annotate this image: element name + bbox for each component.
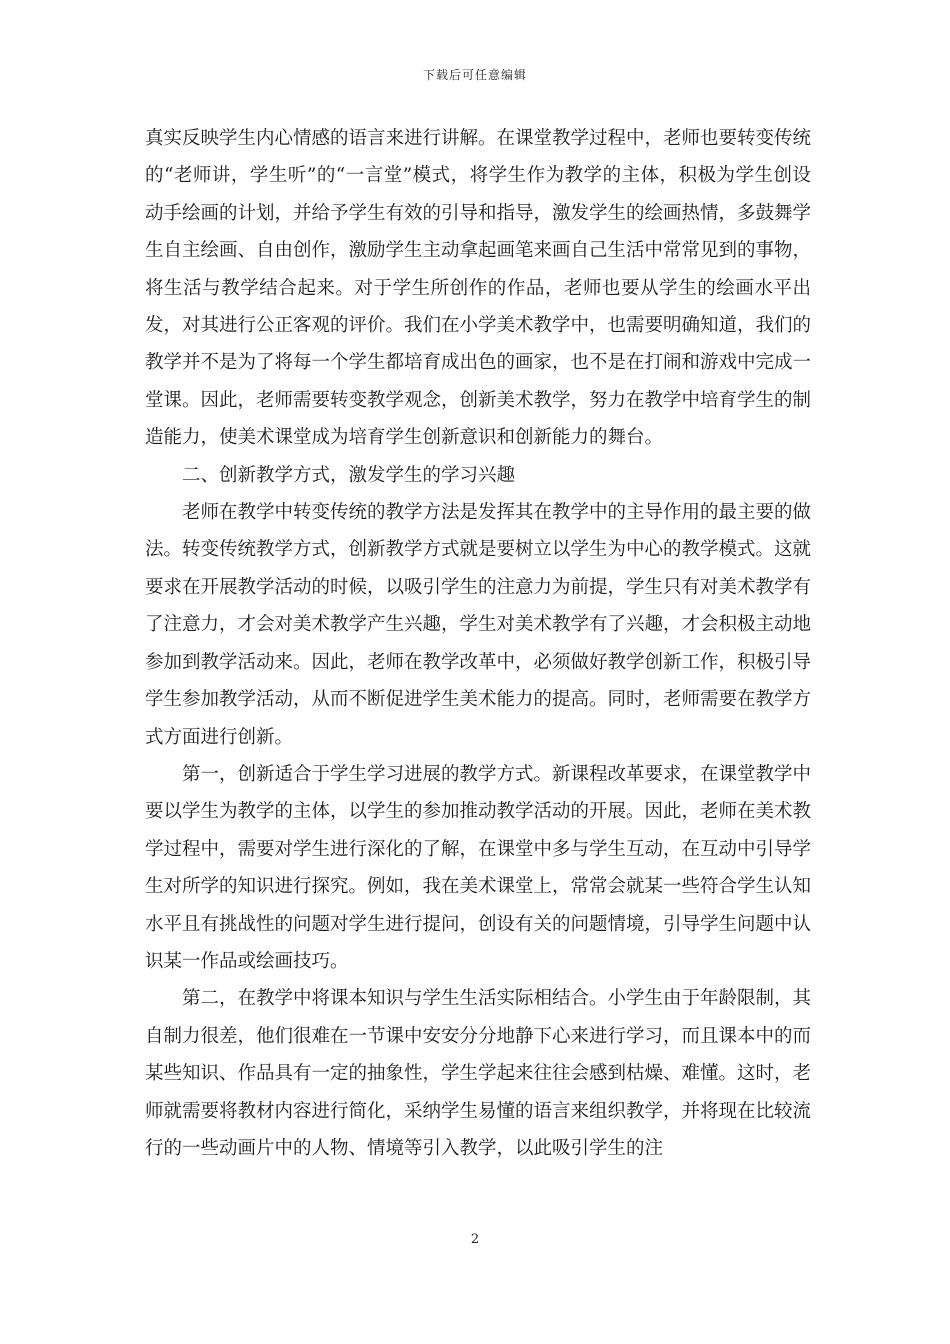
body-paragraph-1: 真实反映学生内心情感的语言来进行讲解。在课堂教学过程中，老师也要转变传统的“老师讲，学生听”的“一言堂”模式，将学生作为教学的主体，积极为学生创设动手绘画的计划，并给予学生有效的引导和指导，激发学生的绘画热情，多鼓舞学生自主绘画、自由创作，激励学生主动拿起画笔来画自己生活中常常见到的事物，将生活与教学结合起来。对于学生所创作的作品，老师也要从学生的绘画水平出发，对其进行公正客观的评价。我们在小学美术教学中，也需要明确知道，我们的教学并不是为了将每一个学生都培育成出色的画家，也不是在打闹和游戏中完成一堂课。因此，老师需要转变教学观念，创新美术教学，努力在教学中培育学生的制造能力，使美术课堂成为培育学生创新意识和创新能力的舞台。	[145, 128, 812, 449]
page-header: 下载后可任意编辑	[422, 68, 527, 82]
body-paragraph-4: 第二，在教学中将课本知识与学生生活实际相结合。小学生由于年龄限制，其自制力很差，他们很难在一节课中安安分分地静下心来进行学习，而且课本中的而某些知识、作品具有一定的抽象性，学生学起来往往会感到枯燥、难懂。这时，老师就需要将教材内容进行简化，采纳学生易懂的语言来组织教学，并将现在比较流行的一些动画片中的人物、情境等引入教学，以此吸引学生的注	[145, 988, 812, 1159]
page-number: 2	[470, 1232, 480, 1247]
body-paragraph-3: 第一，创新适合于学生学习进展的教学方式。新课程改革要求，在课堂教学中要以学生为教学的主体，以学生的参加推动教学活动的开展。因此，老师在美术教学过程中，需要对学生进行深化的了解，在课堂中多与学生互动，在互动中引导学生对所学的知识进行探究。例如，我在美术课堂上，常常会就某一些符合学生认知水平且有挑战性的问题对学生进行提问，创设有关的问题情境，引导学生问题中认识某一作品或绘画技巧。	[145, 763, 812, 972]
document-body	[145, 120, 811, 1167]
body-paragraph-2: 老师在教学中转变传统的教学方法是发挥其在教学中的主导作用的最主要的做法。转变传统教学方式，创新教学方式就是要树立以学生为中心的教学模式。这就要求在开展教学活动的时候，以吸引学生的注意力为前提，学生只有对美术教学有了注意力，才会对美术教学产生兴趣，学生对美术教学有了兴趣，才会积极主动地参加到教学活动来。因此，老师在教学改革中，必须做好教学创新工作，积极引导学生参加教学活动，从而不断促进学生美术能力的提高。同时，老师需要在教学方式方面进行创新。	[145, 502, 812, 748]
section-heading: 二、创新教学方式，激发学生的学习兴趣	[182, 464, 516, 486]
